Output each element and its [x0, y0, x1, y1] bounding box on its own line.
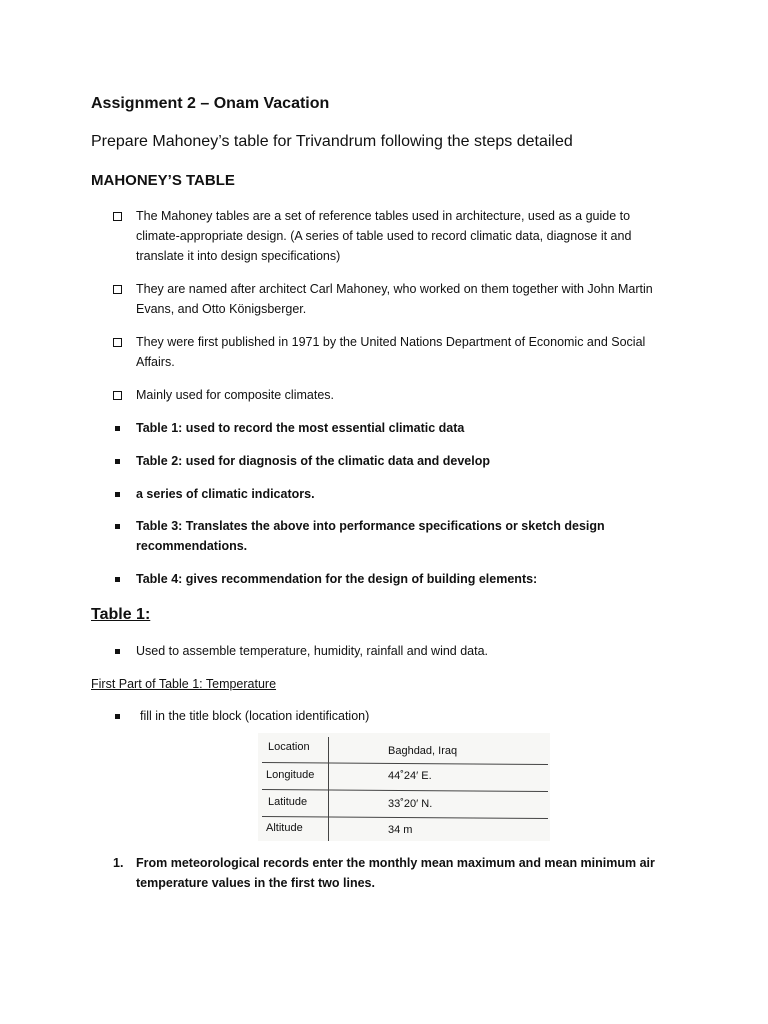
table1-bullet: Used to assemble temperature, humidity, rainfall and wind data. [136, 644, 489, 658]
square-bullet-item: Table 3: Translates the above into performance specifications or sketch design recommendations. [136, 519, 605, 553]
first-part-heading: First Part of Table 1: Temperature [91, 677, 277, 691]
box-bullet-item: They were first published in 1971 by the United Nations Department of Economic and Social Affairs. [136, 335, 646, 369]
box-bullet-item: They are named after architect Carl Mahoney, who worked on them together with John Martin Evans, and Otto Königsberger. [136, 282, 653, 316]
checkbox-bullet-icon [113, 338, 122, 347]
square-bullet-item: a series of climatic indicators. [136, 487, 315, 501]
longitude-value: 44˚24′ E. [388, 770, 432, 782]
latitude-value: 33˚20′ N. [388, 798, 433, 810]
location-label: Location [268, 741, 310, 753]
box-bullet-item: The Mahoney tables are a set of reference tables used in architecture, used as a guide to climate-appropriate design. (A series of table used to record climatic data, diagnose it and translate it into design specifications) [136, 209, 632, 263]
assignment-subtitle: Prepare Mahoney’s table for Trivandrum following the steps detailed [91, 133, 573, 150]
location-table [258, 733, 550, 841]
table1-heading: Table 1: [91, 606, 151, 623]
section-heading: MAHONEY’S TABLE [91, 172, 235, 189]
numbered-item-number: 1. [113, 856, 124, 870]
longitude-label: Longitude [266, 769, 315, 781]
square-bullet-icon [115, 714, 120, 719]
square-bullet-item: Table 1: used to record the most essential climatic data [136, 421, 465, 435]
square-bullet-icon [115, 524, 120, 529]
square-bullet-icon [115, 426, 120, 431]
latitude-label: Latitude [268, 796, 308, 808]
assignment-title: Assignment 2 – Onam Vacation [91, 95, 330, 112]
checkbox-bullet-icon [113, 285, 122, 294]
checkbox-bullet-icon [113, 212, 122, 221]
square-bullet-item: Table 4: gives recommendation for the design of building elements: [136, 572, 538, 586]
square-bullet-icon [115, 577, 120, 582]
square-bullet-icon [115, 459, 120, 464]
altitude-value: 34 m [388, 824, 413, 836]
checkbox-bullet-icon [113, 391, 122, 400]
box-bullet-item: Mainly used for composite climates. [136, 388, 334, 402]
square-bullet-icon [115, 649, 120, 654]
numbered-item-text: From meteorological records enter the monthly mean maximum and mean minimum air temperature values in the first two lines. [136, 856, 655, 890]
location-value: Baghdad, Iraq [388, 745, 458, 757]
square-bullet-icon [115, 492, 120, 497]
square-bullet-item: Table 2: used for diagnosis of the climatic data and develop [136, 454, 491, 468]
title-block-bullet: fill in the title block (location identification) [140, 709, 370, 723]
altitude-label: Altitude [266, 822, 303, 834]
